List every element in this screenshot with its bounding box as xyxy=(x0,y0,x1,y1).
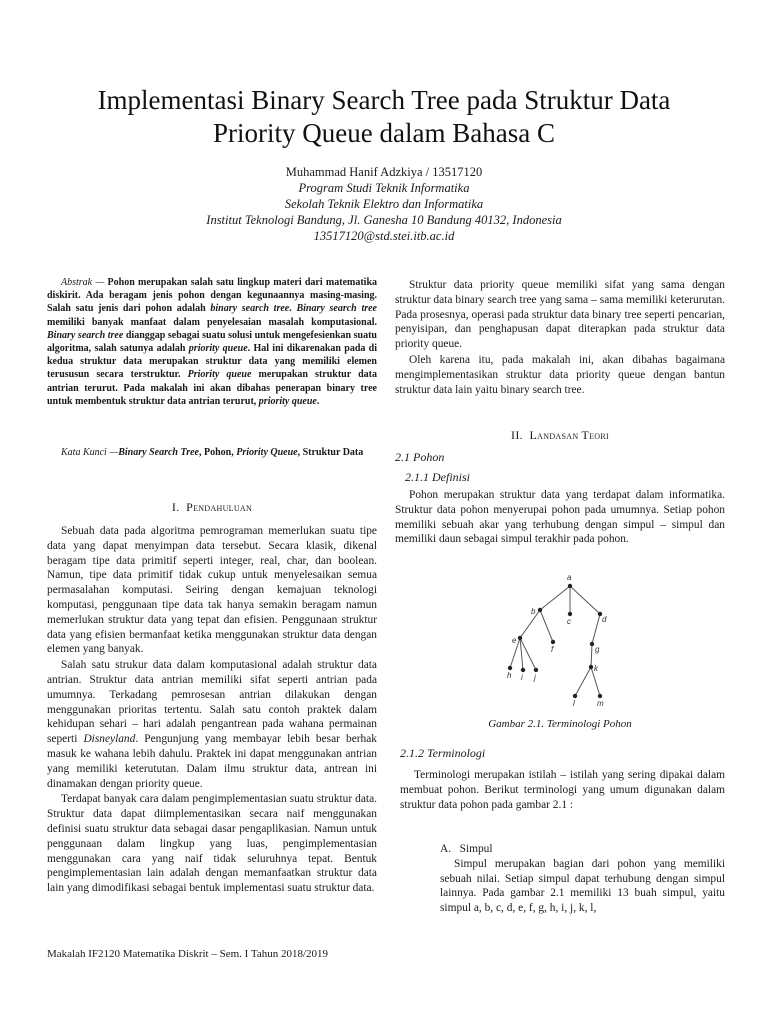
section-1-heading xyxy=(47,500,377,515)
affiliation-3: Institut Teknologi Bandung, Jl. Ganesha 10 Bandung 40132, Indonesia xyxy=(206,213,562,227)
paragraph xyxy=(47,658,377,791)
tree-node-j xyxy=(534,668,538,672)
tree-node-c xyxy=(568,612,572,616)
tree-node-g xyxy=(590,642,594,646)
paragraph: Pohon merupakan struktur data yang terdapat dalam informatika. Struktur data pohon menyerupai pohon pada umumnya. Setiap pohon memiliki sebuah akar yang terhubung dengan simpul – simpul dan memiliki daun sebagai simpul terakhir pada pohon. xyxy=(395,489,725,546)
abstract-term: binary search tree xyxy=(210,303,290,315)
tree-label-g: g xyxy=(595,645,600,654)
tree-node-l xyxy=(573,694,577,698)
list-item-label: A. xyxy=(440,843,452,855)
tree-node-i xyxy=(521,668,525,672)
tree-label-e: e xyxy=(512,636,517,645)
subsection-2-1-2: 2.1.2 Terminologi xyxy=(400,746,486,760)
keyword-term: Priority Queue xyxy=(236,447,298,458)
tree-node-a xyxy=(568,584,572,588)
paragraph: Terdapat banyak cara dalam pengimplementasian suatu struktur data. Struktur data dapat diimplementasikan secara naif menggunakan definisi suatu struktur data sebagai dasar pengaplikasian. Namun untuk penggunaan dalam lingkup yang luas, pengimplementasian menggunakan cara yang naif tidak seluruhnya tepat. Bentuk pengimplementasian lain adalah dengan memanfaatkan struktur data lain yang dimodifikasi sebagai bentuk implementasi suatu struktur data. xyxy=(47,793,377,895)
subsection-2-1-1: 2.1.1 Definisi xyxy=(405,470,470,484)
author-email: 13517120@std.stei.itb.ac.id xyxy=(313,229,455,243)
section-2-heading xyxy=(395,428,725,443)
tree-label-h: h xyxy=(507,671,512,680)
terminology-body xyxy=(400,768,725,813)
paragraph-term: Disneyland xyxy=(83,733,136,746)
tree-node-e xyxy=(518,636,522,640)
abstract-text: dianggap sebagai suatu solusi untuk mengefesienkan suatu algoritma, salah satunya adalah xyxy=(47,329,377,355)
tree-node-h xyxy=(508,666,512,670)
paragraph-text: Salah satu strukur data dalam komputasional adalah struktur data antrian. Struktur data antrian memiliki sifat seperti antrian pada umumnya. Terkadang pemrosesan antrian dilakukan dengan menggunakan prioritas tertentu. Salah satu contoh praktek dalam kehidupan sehari – hari adalah pengantrean pada wahana permainan seperti xyxy=(47,659,377,746)
title-line-1: Implementasi Binary Search Tree pada Struktur Data xyxy=(97,85,671,115)
tree-label-k: k xyxy=(594,664,598,673)
paragraph: Simpul merupakan bagian dari pohon yang memiliki sebuah nilai. Setiap simpul dapat terhubung dengan simpul lainnya. Pada gambar 2.1 memiliki 13 buah simpul, yaitu simpul a, b, c, d, e, f, g, h, i, j, k, l, xyxy=(440,857,725,915)
abstract-term: Binary search tree xyxy=(296,303,377,315)
section-2-title: Landasan Teori xyxy=(529,428,609,442)
figure-caption: Gambar 2.1. Terminologi Pohon xyxy=(488,718,632,730)
author-block xyxy=(60,164,708,244)
abstract-label: Abstrak — xyxy=(61,277,105,288)
tree-label-m: m xyxy=(597,699,604,708)
keyword-term: Binary Search Tree xyxy=(118,447,199,458)
tree-label-i: i xyxy=(521,673,523,682)
right-intro xyxy=(395,278,725,398)
tree-node-m xyxy=(598,694,602,698)
abstract xyxy=(47,276,377,408)
paper-title xyxy=(40,84,728,150)
abstract-text: . Hal ini dikarenakan pada di kedua struktur data merupakan struktur data yang memiliki elemen terususun secara terstruktur. xyxy=(47,343,378,381)
keyword-text: , Struktur Data xyxy=(297,447,364,458)
paragraph: Terminologi merupakan istilah – istilah yang sering dipakai dalam membuat pohon. Berikut terminologi yang umum digunakan dalam struktur data pohon pada gambar 2.1 : xyxy=(400,769,725,811)
tree-figure xyxy=(500,572,630,712)
paragraph-text: . Pengunjung yang membayar lebih besar berhak masuk ke wahana lebih dahulu. Praktek ini dapat menggunakan antrian yang memiliki keterututan. Dalam ilmu struktur data, antrean ini dinamakan dengan priority queue. xyxy=(47,733,377,790)
abstract-term: priority queue xyxy=(188,343,248,355)
abstract-text: merupakan struktur data antrian terurut. Pada makalah ini akan dibahas penerapan binary tree untuk membentuk struktur data antrian terurut, xyxy=(47,369,377,407)
page-footer: Makalah IF2120 Matematika Diskrit – Sem. I Tahun 2018/2019 xyxy=(47,948,329,960)
abstract-text: . xyxy=(316,395,320,407)
section-1-body xyxy=(47,524,377,897)
tree-label-j: j xyxy=(534,673,536,682)
tree-label-b: b xyxy=(531,607,536,616)
title-line-2: Priority Queue dalam Bahasa C xyxy=(213,118,555,148)
list-item-simpul xyxy=(440,842,725,917)
subsection-2-1: 2.1 Pohon xyxy=(395,450,445,464)
tree-node-f xyxy=(551,640,555,644)
tree-node-k xyxy=(589,665,593,669)
tree-labels xyxy=(507,573,607,708)
abstract-text: memiliki banyak manfaat dalam penyelesaian masalah komputasional. xyxy=(47,316,377,328)
tree-label-c: c xyxy=(567,617,571,626)
section-2-number: II. xyxy=(511,428,523,442)
abstract-text: . xyxy=(289,303,297,315)
abstract-text: Pohon merupakan salah satu lingkup materi dari matematika diskirit. Ada beragam jenis pohon dengan kegunaannya masing-masing. Salah satu jenis dari pohon adalah xyxy=(47,277,378,315)
definition-body xyxy=(395,488,725,548)
tree-label-a: a xyxy=(567,573,572,582)
tree-node-b xyxy=(538,608,542,612)
keyword-text: , Pohon, xyxy=(198,447,237,458)
tree-edges xyxy=(510,586,600,696)
paragraph: Oleh karena itu, pada makalah ini, akan dibahas bagaimana mengimplementasikan struktur data priority queue dengan bantun struktur data lain yaitu binary search tree. xyxy=(395,353,725,396)
paragraph: Sebuah data pada algoritma pemrograman memerlukan suatu tipe data yang dapat menyimpan data tersebut. Secara klasik, dikenal beragam tipe data primitif seperti integer, real, char, dan boolean. Namun, tipe data primitif tidak cukup untuk menyelesaikan semua permasalahan komputasi. Seiring dengan kemajuan teknologi komputasi, penggunaan tipe data tak hanya semakin beragam namun memerlukan struktur data yang tepat dan efisien. Penggunaan struktur data yang efisien bermanfaat ketika menggunakan struktur data dengan elemen yang banyak. xyxy=(47,525,377,656)
list-item-heading xyxy=(440,842,725,857)
author-name: Muhammad Hanif Adzkiya / 13517120 xyxy=(285,165,483,179)
section-1-number: I. xyxy=(171,500,180,514)
tree-label-f: f xyxy=(551,645,554,654)
tree-label-l: l xyxy=(573,699,575,708)
abstract-term: priority queue xyxy=(258,395,317,407)
section-1-title: Pendahuluan xyxy=(186,500,253,514)
list-item-title: Simpul xyxy=(459,843,493,855)
tree-label-d: d xyxy=(602,615,607,624)
abstract-term: Priority queue xyxy=(187,369,252,381)
paragraph: Struktur data priority queue memiliki sifat yang sama dengan struktur data binary search tree yang sama – sama memiliki keterurutan. Pada prosesnya, operasi pada struktur data binary tree seperti pencarian, penyisipan, dan penghapusan dapat diterapkan pada struktur data priority queue. xyxy=(395,279,725,351)
keywords-label: Kata Kunci — xyxy=(61,447,119,458)
affiliation-1: Program Studi Teknik Informatika xyxy=(298,181,470,195)
abstract-term: Binary search tree xyxy=(47,329,124,341)
keywords xyxy=(47,446,377,459)
affiliation-2: Sekolah Teknik Elektro dan Informatika xyxy=(284,197,484,211)
